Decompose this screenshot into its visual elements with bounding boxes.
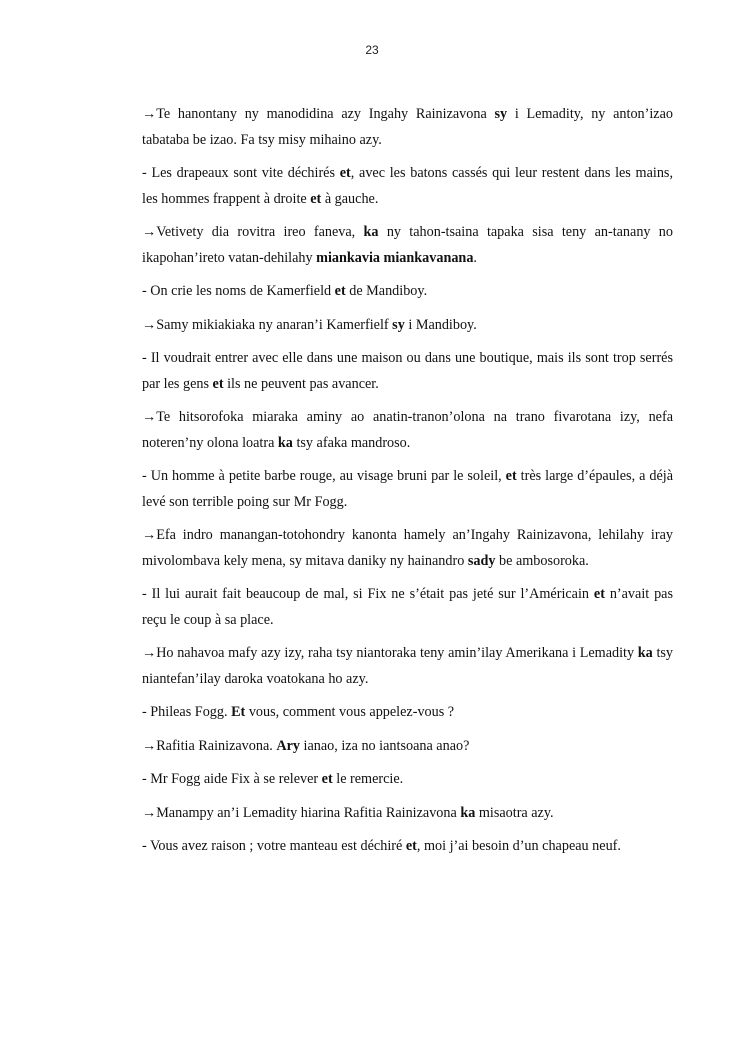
text-run: n’avait pas reçu le coup à sa place. [142, 586, 673, 628]
text-run: tsy niantefan’ilay daroka voatokana ho azy. [142, 645, 673, 687]
bold-connective: et [505, 468, 517, 484]
bold-connective: ka [637, 645, 653, 661]
text-run: ianao, iza no iantsoana anao? [300, 737, 470, 754]
bold-connective: miankavia miankavanana [316, 249, 474, 266]
bold-connective: sady [467, 552, 496, 569]
paragraph [142, 582, 673, 633]
text-run: le remercie. [332, 771, 404, 787]
text-run: - Phileas Fogg. [142, 704, 232, 720]
bold-connective: et [334, 283, 346, 299]
paragraph [142, 279, 673, 305]
bold-connective: Et [231, 704, 246, 720]
text-run: . [473, 249, 477, 266]
paragraph [142, 405, 673, 456]
paragraph [142, 801, 673, 827]
text-run: , moi j’ai besoin d’un chapeau neuf. [416, 838, 621, 854]
bold-connective: et [593, 586, 605, 602]
bold-connective: et [405, 838, 417, 854]
text-run: tsy afaka mandroso. [292, 434, 411, 451]
text-run: i Lemadity, ny anton’izao tabataba be izao. Fa tsy misy mihaino azy. [142, 106, 673, 148]
paragraph [142, 220, 673, 271]
text-run: - On crie les noms de Kamerfield [142, 283, 335, 299]
bold-connective: et [339, 165, 351, 181]
text-run: →Samy mikiakiaka ny anaran’i Kamerfielf [142, 316, 393, 333]
bold-connective: et [310, 190, 322, 207]
bold-connective: ka [363, 224, 379, 240]
bold-connective: sy [392, 316, 405, 333]
text-run: →Ho nahavoa mafy azy izy, raha tsy niantoraka teny amin’ilay Amerikana i Lemadity [142, 645, 638, 661]
text-run: ny tahon-tsaina tapaka sisa teny an-tanany no ikapohan’ireto vatan-dehilahy [142, 224, 673, 266]
text-run: →Vetivety dia rovitra ireo faneva, [142, 224, 364, 240]
document-body [142, 102, 673, 868]
paragraph [142, 734, 673, 760]
paragraph [142, 313, 673, 339]
paragraph [142, 464, 673, 515]
text-run: très large d’épaules, a déjà levé son terrible poing sur Mr Fogg. [142, 468, 673, 510]
paragraph [142, 161, 673, 212]
paragraph [142, 346, 673, 397]
bold-connective: sy [494, 106, 508, 122]
text-run: →Efa indro manangan-totohondry kanonta hamely an’Ingahy Rainizavona, lehilahy iray mivolombava kely mena, sy mitava daniky ny hainandro [142, 527, 673, 569]
text-run: →Rafitia Rainizavona. [142, 737, 277, 754]
text-run: →Te hitsorofoka miaraka aminy ao anatin-tranon’olona na trano fivarotana izy, nefa noteren’ny olona loatra [142, 409, 673, 451]
paragraph [142, 767, 673, 793]
paragraph [142, 834, 673, 860]
text-run: - Mr Fogg aide Fix à se relever [142, 771, 322, 787]
text-run: i Mandiboy. [404, 316, 477, 333]
bold-connective: Ary [276, 737, 300, 754]
text-run: be ambosoroka. [495, 552, 589, 569]
paragraph [142, 102, 673, 153]
text-run: - Vous avez raison ; votre manteau est déchiré [142, 838, 406, 854]
bold-connective: et [321, 771, 333, 787]
text-run: - Un homme à petite barbe rouge, au visage bruni par le soleil, [142, 468, 506, 484]
text-run: à gauche. [321, 190, 379, 207]
text-run: de Mandiboy. [345, 283, 428, 299]
text-run: , avec les batons cassés qui leur restent dans les mains, les hommes frappent à droite [142, 165, 673, 207]
text-run: →Te hanontany ny manodidina azy Ingahy Rainizavona [142, 106, 495, 122]
text-run: misaotra azy. [475, 804, 554, 821]
paragraph [142, 523, 673, 574]
text-run: - Les drapeaux sont vite déchirés [142, 165, 340, 181]
bold-connective: ka [460, 804, 476, 821]
paragraph [142, 641, 673, 692]
page-number: 23 [365, 43, 379, 57]
text-run: - Il voudrait entrer avec elle dans une maison ou dans une boutique, mais ils sont trop serrés par les gens [142, 350, 673, 392]
text-run: →Manampy an’i Lemadity hiarina Rafitia Rainizavona [142, 804, 461, 821]
paragraph [142, 700, 673, 726]
text-run: - Il lui aurait fait beaucoup de mal, si Fix ne s’était pas jeté sur l’Américain [142, 586, 594, 602]
text-run: vous, comment vous appelez-vous ? [245, 704, 455, 720]
bold-connective: et [212, 375, 224, 392]
text-run: ils ne peuvent pas avancer. [223, 375, 379, 392]
bold-connective: ka [277, 434, 293, 451]
